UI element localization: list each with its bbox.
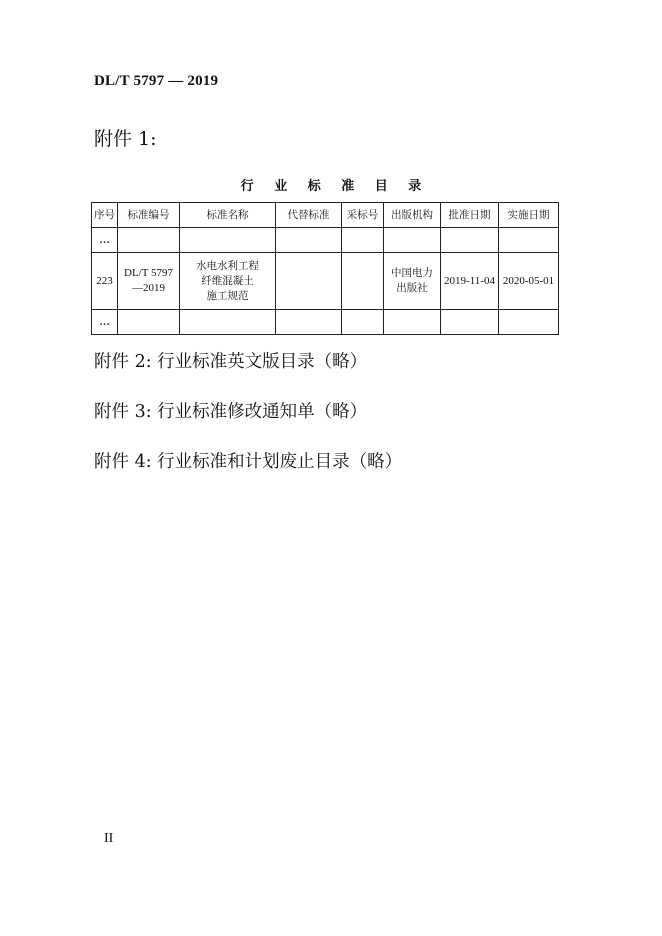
cell-code-line1: DL/T 5797: [124, 267, 173, 279]
cell-replaced: [276, 253, 342, 310]
table-title: 行 业 标 准 目 录: [240, 179, 430, 194]
table-header-row: [92, 203, 559, 228]
column-header-approval-date: 批准日期: [441, 203, 499, 228]
cell-publisher: [384, 253, 441, 310]
cell-publisher-line2: 出版社: [396, 282, 428, 294]
attachment-4-line: 附件 4: 行业标准和计划废止目录（略）: [94, 452, 403, 472]
standard-code-header: DL/T 5797 — 2019: [94, 73, 219, 89]
cell-implementation-date: 2020-05-01: [499, 253, 559, 310]
cell-name-line2: 纤维混凝土: [201, 274, 254, 287]
cell-name-line1: 水电水利工程: [196, 259, 259, 272]
cell-adopted: [342, 253, 384, 310]
cell-publisher-line1: 中国电力: [391, 267, 433, 279]
ellipsis-cell: …: [92, 310, 118, 335]
column-header-publisher: 出版机构: [384, 203, 441, 228]
cell-code-line2: —2019: [132, 282, 165, 294]
attachment-1-label: 附件 1:: [94, 128, 157, 150]
column-header-implementation-date: 实施日期: [499, 203, 559, 228]
cell-approval-date: 2019-11-04: [441, 253, 499, 310]
attachment-2-line: 附件 2: 行业标准英文版目录（略）: [94, 352, 368, 372]
column-header-replaced: 代替标准: [276, 203, 342, 228]
column-header-adopted: 采标号: [342, 203, 384, 228]
column-header-code: 标准编号: [118, 203, 180, 228]
cell-seq: 223: [92, 253, 118, 310]
attachment-3-line: 附件 3: 行业标准修改通知单（略）: [94, 402, 368, 422]
table-row: [92, 253, 559, 310]
table-row-ellipsis-bottom: [92, 310, 559, 335]
column-header-name: 标准名称: [180, 203, 276, 228]
table-row-ellipsis-top: [92, 228, 559, 253]
page-number: II: [104, 831, 114, 846]
column-header-seq: 序号: [92, 203, 118, 228]
cell-name: [180, 253, 276, 310]
ellipsis-cell: …: [92, 228, 118, 253]
cell-name-line3: 施工规范: [206, 289, 249, 302]
cell-code: [118, 253, 180, 310]
standards-catalog-table: [91, 202, 559, 335]
